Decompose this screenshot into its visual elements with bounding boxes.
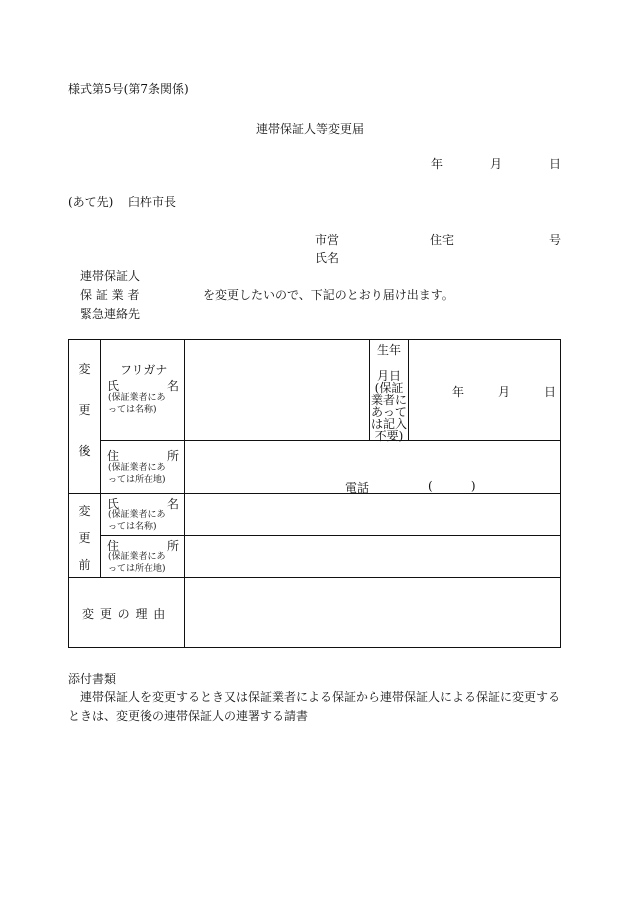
birth-note-line-4: は記入 [370, 417, 407, 431]
addressee-prefix: (あて先) [68, 195, 114, 209]
addressee-name: 臼杵市長 [128, 195, 177, 209]
document-title: 連帯保証人等変更届 [256, 122, 365, 136]
change-type-guarantor: 連帯保証人 [80, 269, 141, 283]
before-name-char-a: 氏 [107, 497, 120, 511]
birth-note-line-5: 不要) [374, 429, 404, 443]
change-type-emergency-contact: 緊急連絡先 [80, 307, 141, 321]
reason-input-cell[interactable] [184, 577, 561, 648]
birth-note [369, 382, 409, 442]
statement-text: を変更したいので、下記のとおり届け出ます。 [203, 288, 454, 302]
before-name-input-cell[interactable] [184, 493, 561, 536]
before-address-char-b: 所 [166, 539, 179, 553]
attachments-heading: 添付書類 [68, 672, 117, 686]
before-name-note-1: (保証業者にあ [108, 510, 166, 520]
birth-note-line-1: (保証 [374, 381, 404, 395]
before-char-3: 前 [78, 558, 91, 572]
after-name-note-1: (保証業者にあ [108, 393, 166, 403]
after-address-note-1: (保証業者にあ [108, 463, 166, 473]
attachments-line-1: 連帯保証人を変更するとき又は保証業者による保証から連帯保証人による保証に変更する [80, 690, 561, 704]
after-char-2: 更 [78, 403, 91, 417]
birth-day-label: 日 [544, 385, 557, 399]
unit-number-suffix: 号 [549, 233, 562, 247]
before-char-1: 変 [78, 504, 91, 518]
submitter-name-label: 氏名 [315, 251, 340, 265]
birth-date-input-cell[interactable] [408, 339, 561, 441]
name-char-b: 名 [166, 379, 179, 393]
phone-input-parens[interactable]: ( ) [428, 479, 476, 493]
address-char-b: 所 [166, 449, 179, 463]
birth-note-line-2: 業者に [370, 393, 407, 407]
change-type-guarantee-company: 保 証 業 者 [80, 288, 140, 302]
after-char-1: 変 [78, 362, 91, 376]
after-address-input-cell[interactable] [184, 440, 561, 494]
date-day-label: 日 [549, 157, 562, 171]
before-address-note-1: (保証業者にあ [108, 552, 166, 562]
before-name-note-2: っては名称) [108, 522, 157, 532]
date-year-label: 年 [431, 157, 444, 171]
before-address-input-cell[interactable] [184, 535, 561, 578]
reason-label: 変 更 の 理 由 [82, 607, 167, 621]
date-month-label: 月 [490, 157, 503, 171]
birth-month-label: 月 [498, 385, 511, 399]
birth-label-2: 月日 [377, 369, 402, 383]
phone-label: 電話 [345, 481, 370, 495]
birth-note-line-3: あって [371, 405, 407, 419]
before-change-header [68, 502, 101, 573]
after-change-header [68, 360, 101, 459]
housing-unit-label: 住宅 [430, 233, 455, 247]
before-address-note-2: っては所在地) [108, 564, 166, 574]
before-char-2: 更 [78, 531, 91, 545]
after-name-note-2: っては名称) [108, 405, 157, 415]
after-char-3: 後 [78, 444, 91, 458]
birth-label-1: 生年 [377, 343, 402, 357]
birth-year-label: 年 [452, 385, 465, 399]
name-char-a: 氏 [107, 379, 120, 393]
address-char-a: 住 [107, 449, 120, 463]
before-name-char-b: 名 [166, 497, 179, 511]
furigana-label: フリガナ [120, 363, 168, 377]
form-number: 様式第5号(第7条関係) [68, 82, 189, 96]
housing-label: 市営 [315, 233, 340, 247]
attachments-line-2: ときは、変更後の連帯保証人の連署する請書 [68, 709, 309, 723]
after-name-input-cell[interactable] [184, 339, 370, 441]
after-address-note-2: っては所在地) [108, 475, 166, 485]
before-address-char-a: 住 [107, 539, 120, 553]
